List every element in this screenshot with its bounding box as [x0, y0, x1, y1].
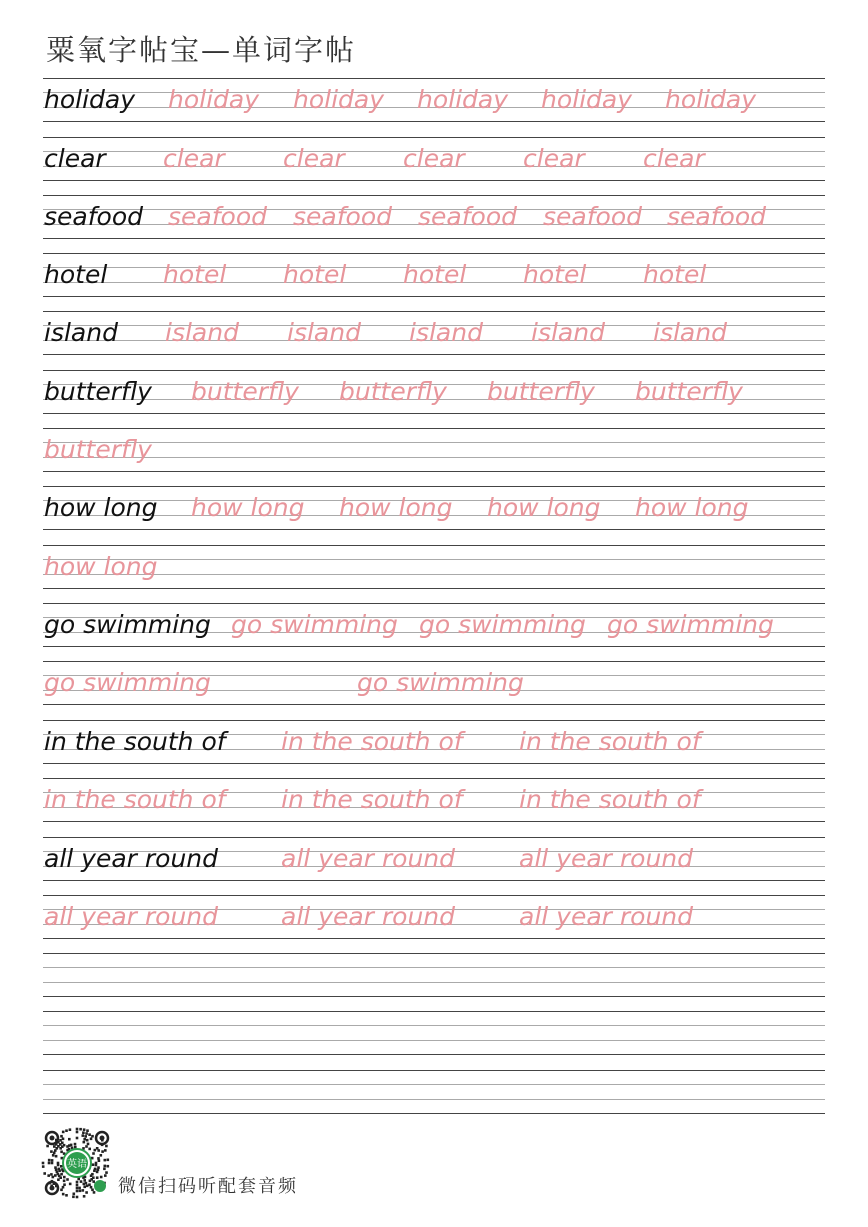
practice-row: [43, 953, 825, 997]
trace-word: go swimming: [44, 668, 211, 697]
model-word: seafood: [44, 202, 143, 231]
trace-word: hotel: [163, 260, 227, 289]
practice-row: [43, 603, 825, 647]
trace-word: butterfly: [191, 377, 299, 406]
trace-word: go swimming: [357, 668, 524, 697]
guide-line: [43, 1070, 825, 1071]
trace-word: butterfly: [487, 377, 595, 406]
trace-word: butterfly: [635, 377, 743, 406]
guide-line: [43, 763, 825, 764]
trace-word: holiday: [168, 85, 260, 114]
guide-line: [43, 1011, 825, 1012]
trace-word: in the south of: [281, 727, 463, 756]
trace-word: seafood: [168, 202, 267, 231]
guide-line: [43, 529, 825, 530]
practice-row: [43, 778, 825, 822]
trace-word: in the south of: [281, 785, 463, 814]
model-word: how long: [44, 493, 158, 522]
practice-row: [43, 253, 825, 297]
trace-word: clear: [283, 144, 345, 173]
guide-line: [43, 588, 825, 589]
trace-word: island: [165, 318, 239, 347]
trace-word: go swimming: [231, 610, 398, 639]
practice-row: [43, 720, 825, 764]
trace-word: island: [287, 318, 361, 347]
model-word: all year round: [44, 844, 219, 873]
trace-word: holiday: [417, 85, 509, 114]
guide-line: [43, 661, 825, 662]
practice-row: [43, 545, 825, 589]
trace-word: go swimming: [419, 610, 586, 639]
guide-line: [43, 137, 825, 138]
guide-line: [43, 880, 825, 881]
guide-line: [43, 967, 825, 968]
guide-line: [43, 121, 825, 122]
guide-line: [43, 354, 825, 355]
trace-word: clear: [403, 144, 465, 173]
guide-line: [43, 1099, 825, 1100]
practice-row: [43, 370, 825, 414]
model-word: hotel: [44, 260, 108, 289]
model-word: clear: [44, 144, 106, 173]
guide-line: [43, 428, 825, 429]
trace-word: hotel: [403, 260, 467, 289]
guide-line: [43, 982, 825, 983]
trace-word: all year round: [519, 844, 694, 873]
practice-row: [43, 895, 825, 939]
trace-word: seafood: [667, 202, 766, 231]
footer: [40, 1126, 440, 1206]
guide-line: [43, 1040, 825, 1041]
qr-code-icon[interactable]: [40, 1126, 114, 1200]
guide-line: [43, 1025, 825, 1026]
practice-row: [43, 837, 825, 881]
trace-word: hotel: [283, 260, 347, 289]
trace-word: seafood: [293, 202, 392, 231]
model-word: holiday: [44, 85, 136, 114]
trace-word: how long: [191, 493, 305, 522]
guide-line: [43, 180, 825, 181]
guide-line: [43, 1084, 825, 1085]
trace-word: seafood: [543, 202, 642, 231]
trace-word: in the south of: [519, 785, 701, 814]
guide-line: [43, 238, 825, 239]
guide-line: [43, 486, 825, 487]
practice-row: [43, 661, 825, 705]
qr-badge-label: 英语: [67, 1159, 87, 1170]
guide-line: [43, 837, 825, 838]
guide-line: [43, 895, 825, 896]
trace-word: holiday: [541, 85, 633, 114]
guide-line: [43, 296, 825, 297]
guide-line: [43, 253, 825, 254]
practice-row: [43, 428, 825, 472]
model-word: in the south of: [44, 727, 226, 756]
practice-row: [43, 78, 825, 122]
guide-line: [43, 559, 825, 560]
trace-word: in the south of: [519, 727, 701, 756]
trace-word: island: [653, 318, 727, 347]
trace-word: hotel: [523, 260, 587, 289]
trace-word: holiday: [293, 85, 385, 114]
guide-line: [43, 195, 825, 196]
guide-line: [43, 442, 825, 443]
guide-line: [43, 996, 825, 997]
trace-word: how long: [339, 493, 453, 522]
practice-row: [43, 195, 825, 239]
trace-word: island: [409, 318, 483, 347]
trace-word: how long: [487, 493, 601, 522]
guide-line: [43, 1054, 825, 1055]
trace-word: butterfly: [44, 435, 152, 464]
trace-word: all year round: [519, 902, 694, 931]
guide-line: [43, 778, 825, 779]
audio-caption: 微信扫码听配套音频: [118, 1176, 298, 1197]
trace-word: butterfly: [339, 377, 447, 406]
model-word: island: [44, 318, 118, 347]
trace-word: clear: [523, 144, 585, 173]
practice-row: [43, 311, 825, 355]
guide-line: [43, 938, 825, 939]
practice-row: [43, 1011, 825, 1055]
guide-line: [43, 953, 825, 954]
guide-line: [43, 603, 825, 604]
practice-row: [43, 1070, 825, 1114]
guide-line: [43, 821, 825, 822]
guide-line: [43, 413, 825, 414]
guide-line: [43, 646, 825, 647]
trace-word: in the south of: [44, 785, 226, 814]
trace-word: all year round: [281, 902, 456, 931]
trace-word: seafood: [418, 202, 517, 231]
trace-word: clear: [643, 144, 705, 173]
trace-word: island: [531, 318, 605, 347]
guide-line: [43, 311, 825, 312]
guide-line: [43, 720, 825, 721]
guide-line: [43, 545, 825, 546]
practice-row: [43, 486, 825, 530]
trace-word: holiday: [665, 85, 757, 114]
trace-word: clear: [163, 144, 225, 173]
trace-word: hotel: [643, 260, 707, 289]
practice-row: [43, 137, 825, 181]
guide-line: [43, 704, 825, 705]
model-word: go swimming: [44, 610, 211, 639]
trace-word: how long: [44, 552, 158, 581]
page-title: 粟氧字帖宝—单词字帖: [46, 33, 357, 67]
guide-line: [43, 457, 825, 458]
model-word: butterfly: [44, 377, 152, 406]
trace-word: go swimming: [607, 610, 774, 639]
guide-line: [43, 574, 825, 575]
guide-line: [43, 78, 825, 79]
trace-word: how long: [635, 493, 749, 522]
trace-word: all year round: [281, 844, 456, 873]
trace-word: all year round: [44, 902, 219, 931]
guide-line: [43, 471, 825, 472]
guide-line: [43, 370, 825, 371]
guide-line: [43, 1113, 825, 1114]
